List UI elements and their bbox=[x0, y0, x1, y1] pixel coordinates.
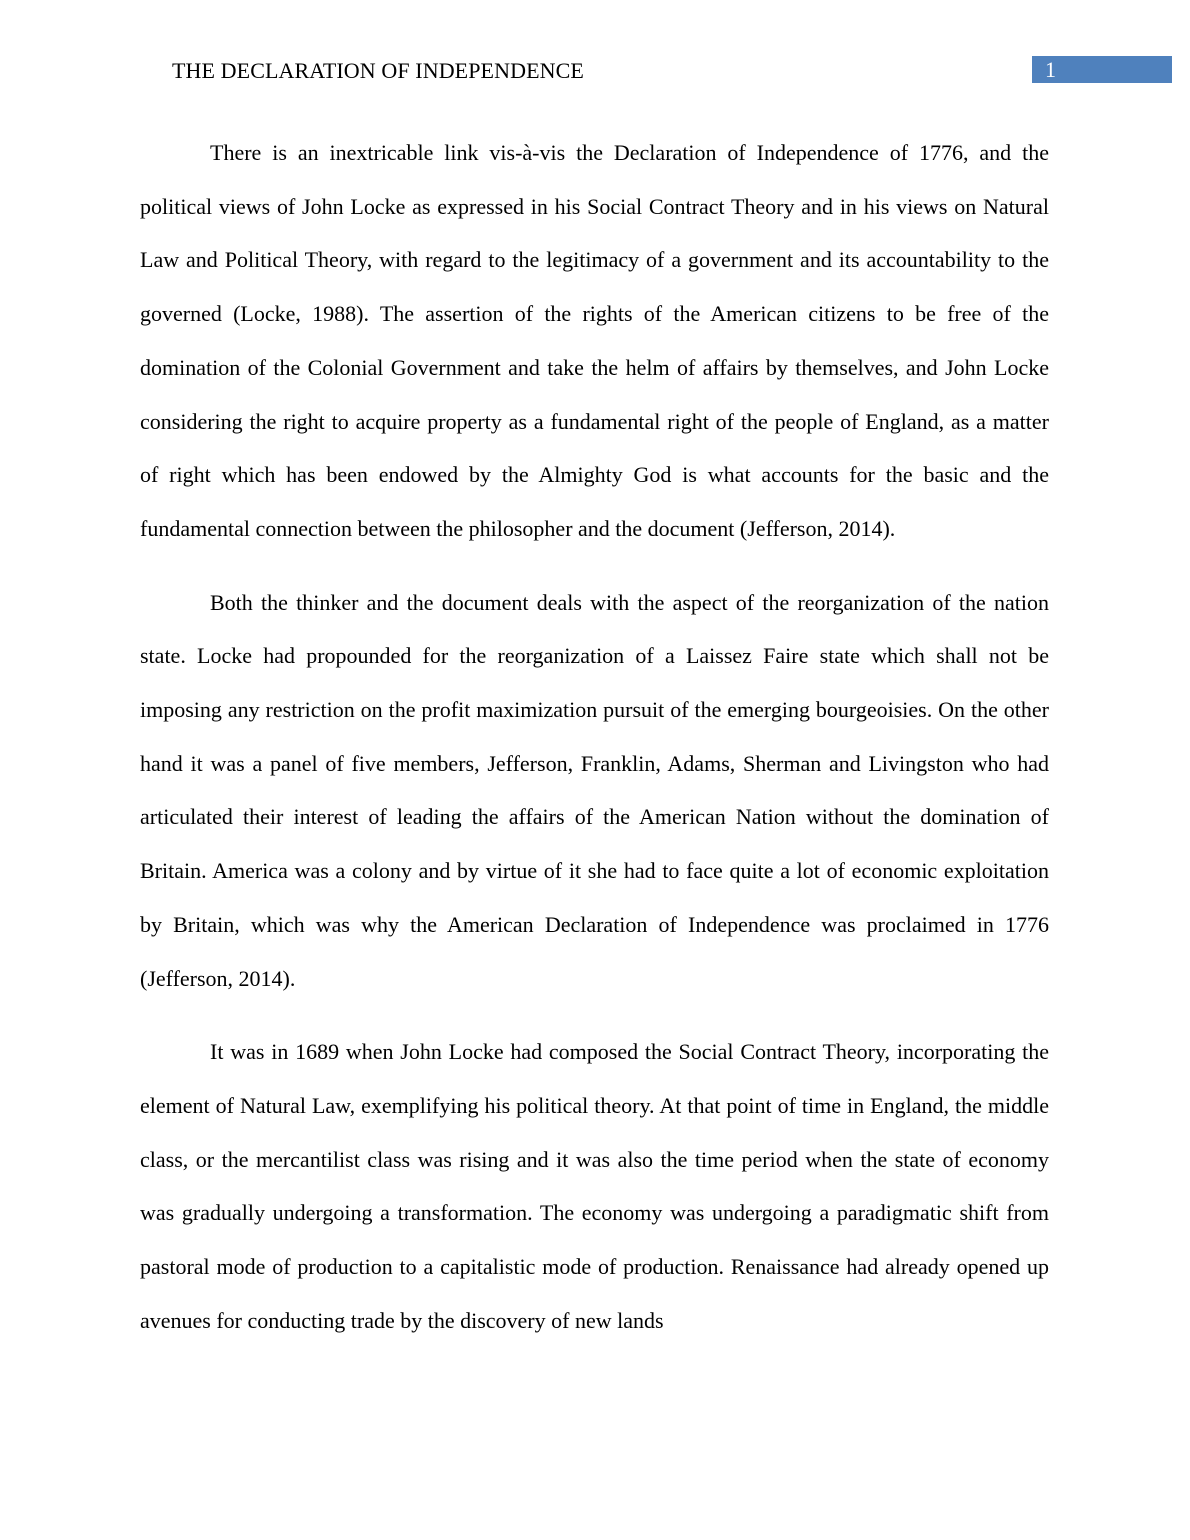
body-paragraph-1: There is an inextricable link vis-à-vis the Declaration of Independence of 1776, and the political views of John Locke as expressed in his Social Contract Theory and in his views on Natural Law and Political Theory, with regard to the legitimacy of a government and its accountability to the governed (Locke, 1988). The assertion of the rights of the American citizens to be free of the domination of the Colonial Government and take the helm of affairs by themselves, and John Locke considering the right to acquire property as a fundamental right of the people of England, as a matter of right which has been endowed by the Almighty God is what accounts for the basic and the fundamental connection between the philosopher and the document (Jefferson, 2014). bbox=[140, 140, 1049, 541]
document-body bbox=[140, 126, 1049, 1367]
body-paragraph-2: Both the thinker and the document deals with the aspect of the reorganization of the nation state. Locke had propounded for the reorganization of a Laissez Faire state which shall not be imposing any restriction on the profit maximization pursuit of the emerging bourgeoisies. On the other hand it was a panel of five members, Jefferson, Franklin, Adams, Sherman and Livingston who had articulated their interest of leading the affairs of the American Nation without the domination of Britain. America was a colony and by virtue of it she had to face quite a lot of economic exploitation by Britain, which was why the American Declaration of Independence was proclaimed in 1776 (Jefferson, 2014). bbox=[140, 589, 1049, 991]
page-number: 1 bbox=[1032, 56, 1172, 83]
running-head: THE DECLARATION OF INDEPENDENCE bbox=[172, 58, 584, 83]
body-paragraph-3: It was in 1689 when John Locke had composed the Social Contract Theory, incorporating the element of Natural Law, exemplifying his political theory. At that point of time in England, the middle class, or the mercantilist class was rising and it was also the time period when the state of economy was gradually undergoing a transformation. The economy was undergoing a paradigmatic shift from pastoral mode of production to a capitalistic mode of production. Renaissance had already opened up avenues for conducting trade by the discovery of new lands bbox=[140, 1039, 1049, 1333]
